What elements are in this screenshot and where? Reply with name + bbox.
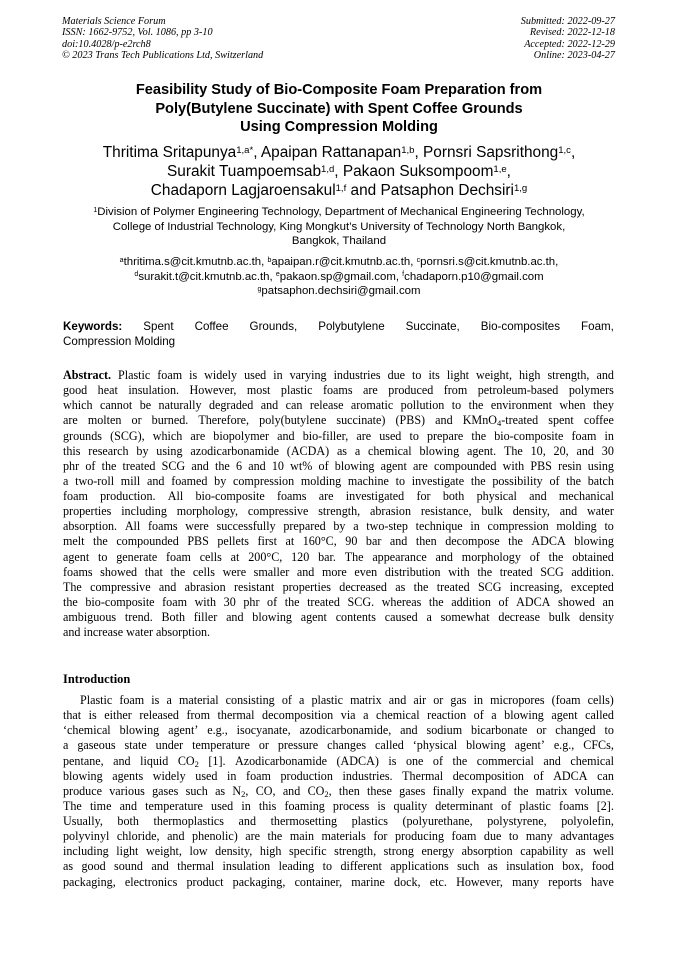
abstract-line: agent to generate foam cells at 200°C, 120 bar. The appearance and morphology of the obtained (63, 549, 614, 564)
keywords-line: Keywords: Spent Coffee Grounds, Polybutylene Succinate, Bio-composites Foam, (63, 320, 614, 333)
intro-line: Plastic foam is a material consisting of a plastic matrix and air or gas in micropores (foam cells) (80, 693, 614, 707)
affiliation-line: Division of Polymer Engineering Technology, Department of Mechanical Engineering Technology, (97, 206, 585, 218)
title-line: Using Compression Molding (240, 119, 438, 135)
author-affil-mark: 1,d (321, 163, 335, 175)
abstract-line: are molten or burned. Therefore, poly(butylene succinate) (PBS) and KMnO$_4$-treated spent coffee (63, 413, 614, 429)
intro-line: including light weight, low density, high specific strength, strong energy absorption capability as well (63, 844, 614, 859)
author-name: Pornsri Sapsrithong (423, 144, 559, 161)
author-affil-mark: 1,b (401, 144, 415, 156)
author-affil-mark: 1,f (335, 182, 347, 194)
intro-line: Usually, both thermoplastics and thermosetting plastics (polyurethane, polystyrene, polyolefin, (63, 814, 614, 828)
author-name: Patsaphon Dechsiri (380, 182, 514, 199)
doi: doi:10.4028/p-e2rch8 (62, 38, 151, 50)
intro-line: produce various gases such as $N_2$, CO, and $CO_2$, then these gases finally expand the matrix volume. (63, 783, 614, 799)
intro-line: a gaseous state under temperature or pressure changes called ‘physical blowing agent’ e.g., CFCs, (63, 738, 614, 753)
author-affil-mark: 1,a* (236, 144, 254, 156)
abstract-line: foams showed that the cells were smaller and more even distribution with the treated SCG addition. (63, 564, 614, 579)
abstract-line: Abstract. Plastic foam is widely used in varying industries due to its light weight, high strength, and (63, 368, 614, 382)
title-line: Poly(Butylene Succinate) with Spent Coffee Grounds (155, 100, 523, 117)
author-emails (62, 255, 616, 299)
abstract-line: this research by using azodicarbonamide (ACDA) as a chemical blowing agent. The 10, 20, and 30 (63, 443, 614, 458)
abstract-line: grounds (SCG), which are biopolymer and bio-filler, are used to prepare the bio-composite foam in (63, 428, 614, 443)
author-affil-mark: 1,c (558, 144, 571, 156)
abstract-line: melt the compounded PBS pellets first at 160°C, 90 bar and then decompose the ADCA blowing (63, 534, 614, 549)
introduction-heading: Introduction (63, 672, 131, 686)
abstract-line: properties including morphology, compressive strength, abrasion resistance, bulk density, and water (63, 504, 614, 519)
intro-line: pentane, and liquid $CO_2$ [1]. Azodicarbonamide (ADCA) is one of the commercial and chemical (63, 753, 614, 769)
paper-title (62, 81, 616, 137)
author-name: Apaipan Rattanapan (260, 144, 402, 161)
author-line: Chadaporn Lagjaroensakul$^{1,f}$ and Patsaphon Dechsiri$^{1,g}$ (150, 182, 528, 199)
abstract (63, 368, 614, 640)
abstract-line: foam production. All bio-composite foams are investigated for both physical and mechanical (63, 489, 614, 503)
abstract-label: Abstract. (63, 368, 112, 382)
abstract-line: a two-roll mill and foamed by compression molding machine to investigate the possibility of the batch (63, 473, 614, 488)
journal-info (62, 16, 263, 61)
intro-line: polyvinyl chloride, and phenolic) are the main materials for producing foam due to many advantages (63, 829, 614, 844)
email-line: $^g$patsaphon.dechsiri@gmail.com (257, 285, 421, 298)
intro-line: packaging, electronics product packaging, container, marine dock, etc. However, many reports have (63, 874, 614, 889)
author-affil-mark: 1,g (513, 182, 528, 194)
email-link[interactable]: thritima.s@cit.kmutnb.ac.th (123, 256, 262, 268)
accepted-date: Accepted: 2022-12-29 (524, 38, 615, 50)
author-name: Chadaporn Lagjaroensakul (150, 182, 336, 199)
keywords-section (63, 320, 614, 350)
author-name: Thritima Sritapunya (102, 144, 237, 161)
email-line: $^a$thritima.s@cit.kmutnb.ac.th, $^b$apaipan.r@cit.kmutnb.ac.th, $^c$pornsri.s@cit.kmutnb.ac.th, (119, 256, 559, 268)
affiliation-line: Bangkok, Thailand (291, 235, 387, 248)
intro-line: as good sound and thermal insulation leading to different applications such as insulation box, food (63, 859, 614, 874)
keywords-line: Compression Molding (63, 334, 176, 348)
journal-name: Materials Science Forum (62, 16, 166, 27)
author-name: Surakit Tuampoemsab (167, 163, 322, 180)
intro-line: blowing agents widely used in foam production industries. Thermal decomposition of ADCA can (63, 768, 614, 783)
introduction-body (63, 693, 614, 890)
intro-line: ‘chemical blowing agent’ e.g., isocyanate, azodicarbonamide, and sodium bicarbonate or changed to (63, 723, 614, 738)
email-link[interactable]: patsaphon.dechsiri@gmail.com (261, 285, 421, 298)
abstract-line: phr of the treated SCG and the 6 and 10 wt% of blowing agent are compounded with PBS resin using (63, 458, 614, 473)
affiliation-mark: 1 (93, 206, 98, 214)
abstract-line: The compressive and abrasion resistant properties decreased as the treated SCG increasing, excepted (63, 579, 614, 594)
intro-line: that is either released from thermal decomposition via a chemical reaction of a blowing agent called (63, 708, 614, 723)
abstract-line: good heat insulation. However, most plastic foams are produced from petroleum-based polymers (63, 383, 614, 398)
email-link[interactable]: chadaporn.p10@gmail.com (404, 270, 544, 283)
revised-date: Revised: 2022-12-18 (529, 27, 615, 39)
issn-volume: ISSN: 1662-9752, Vol. 1086, pp 3-10 (62, 27, 213, 39)
email-link[interactable]: apaipan.r@cit.kmutnb.ac.th (271, 256, 411, 268)
author-line: Surakit Tuampoemsab$^{1,d}$, Pakaon Suksompoom$^{1,e}$, (167, 163, 511, 180)
affiliation (62, 205, 616, 249)
email-link[interactable]: pakaon.sp@gmail.com (279, 270, 396, 283)
abstract-line: ambiguous trend. Both filler and blowing agent contents caused a somewhat decrease bulk density (63, 610, 614, 624)
author-name: Pakaon Suksompoom (342, 163, 494, 180)
author-affil-mark: 1,e (493, 163, 507, 175)
author-list (62, 143, 616, 200)
affiliation-line: College of Industrial Technology, King Mongkut’s University of Technology North Bangkok, (112, 220, 566, 233)
title-line: Feasibility Study of Bio-Composite Foam Preparation from (135, 82, 543, 98)
email-line: $^d$surakit.t@cit.kmutnb.ac.th, $^e$pakaon.sp@gmail.com, $^f$chadaporn.p10@gmail.com (134, 270, 544, 283)
email-link[interactable]: surakit.t@cit.kmutnb.ac.th (138, 270, 270, 283)
online-date: Online: 2023-04-27 (533, 49, 615, 61)
abstract-line: absorption. All foams were successfully prepared by a two-step technique in compression molding to (63, 519, 614, 534)
abstract-line: the bio-composite foam with 30 phr of the treated SCG. whereas the addition of ADCA showed an (63, 594, 614, 609)
submitted-date: Submitted: 2022-09-27 (520, 16, 615, 27)
keywords-label: Keywords: (63, 320, 123, 333)
author-line: Thritima Sritapunya$^{1,a*}$, Apaipan Rattanapan$^{1,b}$, Pornsri Sapsrithong$^{1,c}$, (102, 144, 576, 161)
publication-dates (521, 16, 615, 61)
intro-line: The time and temperature used in this foaming process is quality determinant of plastic foams [2]. (63, 798, 614, 813)
copyright: © 2023 Trans Tech Publications Ltd, Switzerland (62, 49, 264, 61)
email-link[interactable]: pornsri.s@cit.kmutnb.ac.th (420, 256, 556, 268)
abstract-line: which cannot be naturally degraded and can release aromatic pollution to the environment when they (63, 398, 614, 413)
abstract-line: and increase water absorption. (63, 625, 211, 640)
